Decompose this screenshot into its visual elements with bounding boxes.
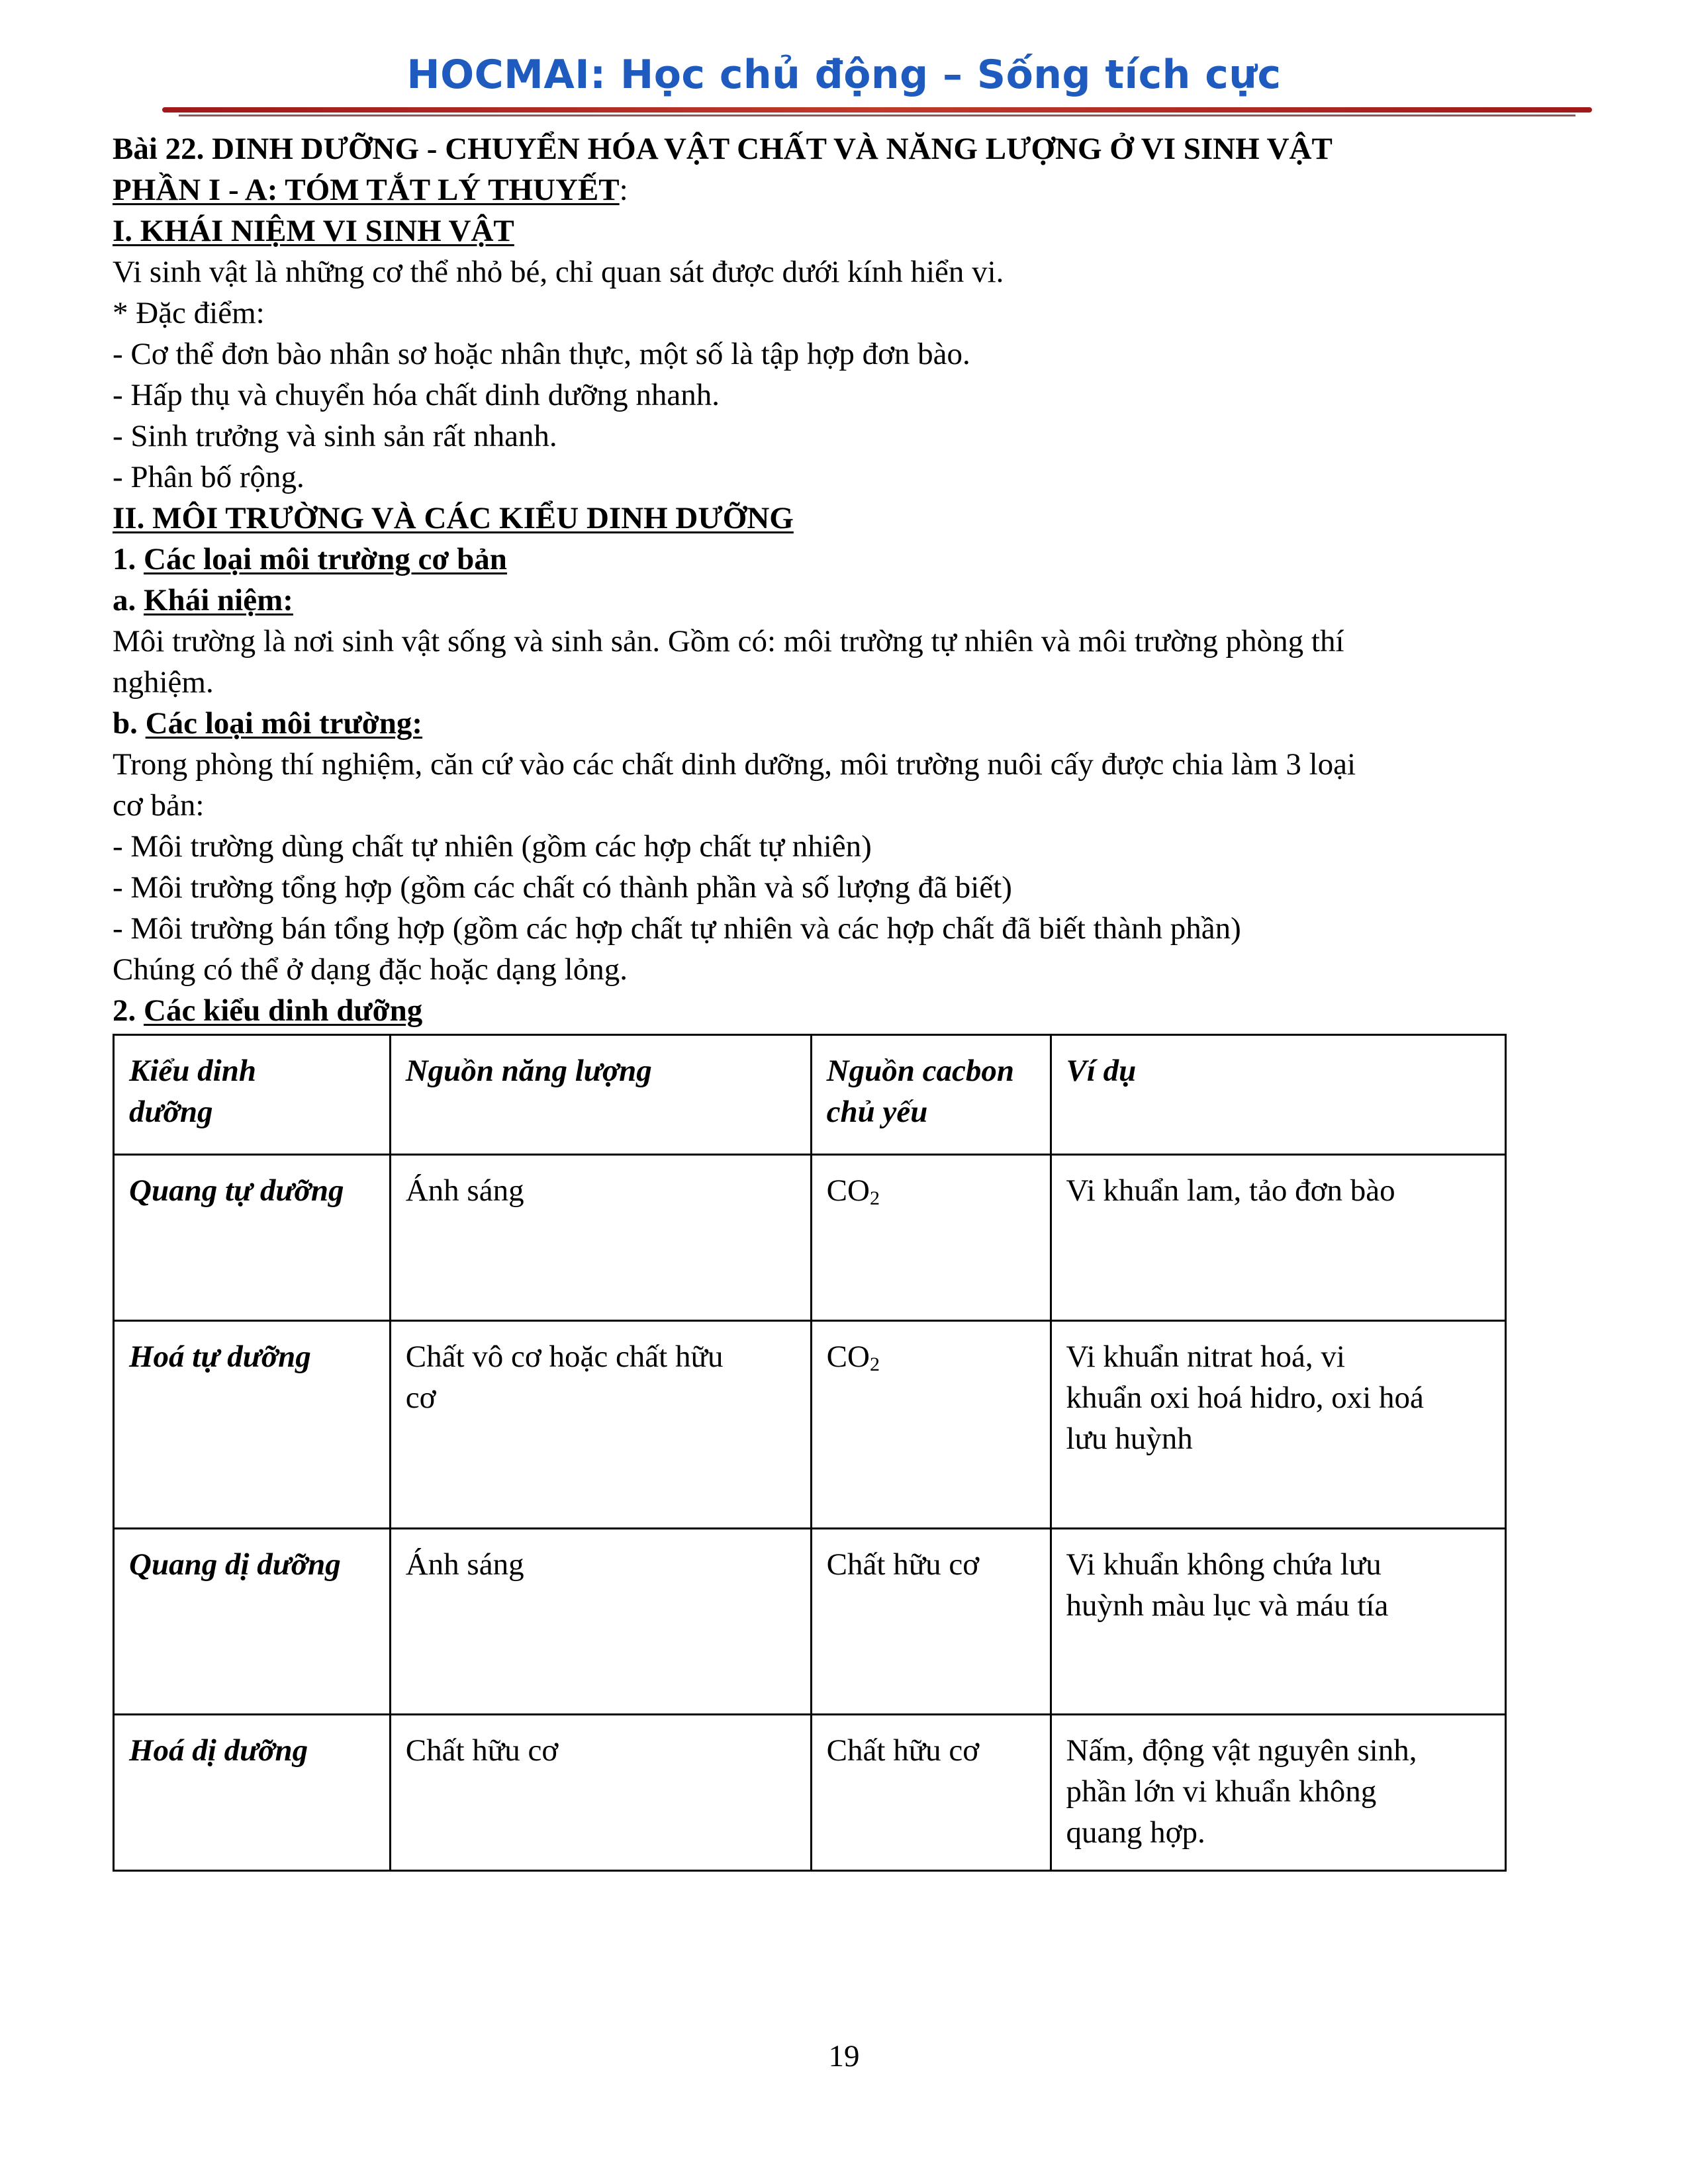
- subsection-a-heading: [113, 580, 1582, 621]
- subsection-2-heading: [113, 990, 1582, 1031]
- header-line: Kiểu dinh: [129, 1054, 256, 1088]
- medium-type-item: - Môi trường dùng chất tự nhiên (gồm các hợp chất tự nhiên): [113, 829, 872, 864]
- cell-line: Chất hữu cơ: [405, 1733, 559, 1768]
- table-header-cell: [1051, 1035, 1506, 1155]
- nutrition-type-cell: Quang tự dưỡng: [114, 1155, 391, 1321]
- subsection-b-title: Các loại môi trường:: [145, 706, 423, 741]
- carbon-main: Chất hữu cơ: [826, 1547, 980, 1582]
- example-cell: [1051, 1321, 1506, 1529]
- header-line: chủ yếu: [826, 1095, 928, 1129]
- cell-line: Vi khuẩn nitrat hoá, vi: [1066, 1340, 1345, 1374]
- cell-line: quang hợp.: [1066, 1815, 1205, 1850]
- example-cell: [1051, 1155, 1506, 1321]
- cell-line: lưu huỳnh: [1066, 1422, 1193, 1456]
- header-line: Ví dụ: [1066, 1054, 1137, 1088]
- nutrition-type-cell: Quang dị dưỡng: [114, 1529, 391, 1715]
- header-rule: [162, 107, 1592, 113]
- table-header-cell: [811, 1035, 1051, 1155]
- subsection-2-number: 2.: [113, 993, 144, 1028]
- nutrition-type-cell: Hoá tự dưỡng: [114, 1321, 391, 1529]
- example-cell: [1051, 1529, 1506, 1715]
- subsection-a-text-cont: nghiệm.: [113, 665, 214, 700]
- header-line: Nguồn năng lượng: [405, 1054, 652, 1088]
- subsection-a-text: Môi trường là nơi sinh vật sống và sinh sản. Gồm có: môi trường tự nhiên và môi trường phòng thí: [113, 624, 1344, 659]
- subsection-b-number: b.: [113, 706, 146, 741]
- energy-source-cell: [390, 1715, 811, 1871]
- nutrition-types-table: [113, 1034, 1507, 1872]
- carbon-main: CO: [826, 1340, 870, 1374]
- header-line: dưỡng: [129, 1095, 213, 1129]
- page-number: 19: [828, 2039, 860, 2073]
- medium-type-item: - Môi trường bán tổng hợp (gồm các hợp chất tự nhiên và các hợp chất đã biết thành phần): [113, 911, 1241, 946]
- table-row: [114, 1321, 1506, 1529]
- carbon-source-cell: [811, 1155, 1051, 1321]
- cell-line: Ánh sáng: [405, 1173, 524, 1208]
- subsection-1-heading: [113, 539, 1582, 580]
- features-label: * Đặc điểm:: [113, 296, 265, 330]
- cell-line: khuẩn oxi hoá hidro, oxi hoá: [1066, 1381, 1424, 1415]
- table-header-row: [114, 1035, 1506, 1155]
- example-cell: [1051, 1715, 1506, 1871]
- table-row: [114, 1155, 1506, 1321]
- header-brand: HOCMAI: Học chủ động – Sống tích cực: [406, 52, 1282, 98]
- medium-type-item: - Môi trường tổng hợp (gồm các chất có thành phần và số lượng đã biết): [113, 870, 1012, 905]
- cell-line: Vi khuẩn không chứa lưu: [1066, 1547, 1382, 1582]
- medium-note: Chúng có thể ở dạng đặc hoặc dạng lỏng.: [113, 952, 628, 987]
- carbon-main: Chất hữu cơ: [826, 1733, 980, 1768]
- carbon-subscript: 2: [869, 1353, 880, 1375]
- energy-source-cell: [390, 1529, 811, 1715]
- carbon-main: CO: [826, 1173, 870, 1208]
- table-header-cell: [390, 1035, 811, 1155]
- header-rule-thin: [179, 114, 1575, 116]
- table-header-cell: [114, 1035, 391, 1155]
- energy-source-cell: [390, 1155, 811, 1321]
- table-row: [114, 1529, 1506, 1715]
- carbon-source-cell: [811, 1715, 1051, 1871]
- cell-line: phần lớn vi khuẩn không: [1066, 1774, 1377, 1809]
- cell-line: Chất vô cơ hoặc chất hữu: [405, 1340, 724, 1374]
- part-heading: [113, 169, 1582, 210]
- table-row: [114, 1715, 1506, 1871]
- subsection-a-title: Khái niệm:: [144, 583, 293, 617]
- cell-line: Ánh sáng: [405, 1547, 524, 1582]
- header-line: Nguồn cacbon: [826, 1054, 1015, 1088]
- lesson-title: Bài 22. DINH DƯỠNG - CHUYỂN HÓA VẬT CHẤT VÀ NĂNG LƯỢNG Ở VI SINH VẬT: [113, 132, 1333, 166]
- cell-line: cơ: [405, 1381, 436, 1415]
- subsection-b-heading: [113, 703, 1582, 744]
- subsection-1-number: 1.: [113, 542, 144, 576]
- subsection-2-title: Các kiểu dinh dưỡng: [144, 993, 423, 1028]
- section-2-heading: II. MÔI TRƯỜNG VÀ CÁC KIỂU DINH DƯỠNG: [113, 501, 794, 535]
- subsection-a-number: a.: [113, 583, 144, 617]
- subsection-b-intro: Trong phòng thí nghiệm, căn cứ vào các chất dinh dưỡng, môi trường nuôi cấy được chia làm 3 loại: [113, 747, 1356, 782]
- carbon-source-cell: [811, 1321, 1051, 1529]
- carbon-subscript: 2: [869, 1187, 880, 1209]
- feature-item: - Phân bố rộng.: [113, 460, 305, 494]
- subsection-b-intro-cont: cơ bản:: [113, 788, 205, 823]
- feature-item: - Cơ thể đơn bào nhân sơ hoặc nhân thực, một số là tập hợp đơn bào.: [113, 337, 970, 371]
- section-1-heading: I. KHÁI NIỆM VI SINH VẬT: [113, 214, 514, 248]
- section-1-definition: Vi sinh vật là những cơ thể nhỏ bé, chỉ quan sát được dưới kính hiển vi.: [113, 255, 1004, 289]
- feature-item: - Hấp thụ và chuyển hóa chất dinh dưỡng nhanh.: [113, 378, 720, 412]
- cell-line: Nấm, động vật nguyên sinh,: [1066, 1733, 1417, 1768]
- document-body: [113, 128, 1582, 1031]
- cell-line: Vi khuẩn lam, tảo đơn bào: [1066, 1173, 1395, 1208]
- carbon-source-cell: [811, 1529, 1051, 1715]
- feature-item: - Sinh trưởng và sinh sản rất nhanh.: [113, 419, 557, 453]
- part-heading-text: PHẦN I - A: TÓM TẮT LÝ THUYẾT: [113, 173, 620, 207]
- nutrition-type-cell: Hoá dị dưỡng: [114, 1715, 391, 1871]
- cell-line: huỳnh màu lục và máu tía: [1066, 1588, 1389, 1623]
- part-heading-colon: :: [619, 173, 628, 207]
- subsection-1-title: Các loại môi trường cơ bản: [144, 542, 507, 576]
- energy-source-cell: [390, 1321, 811, 1529]
